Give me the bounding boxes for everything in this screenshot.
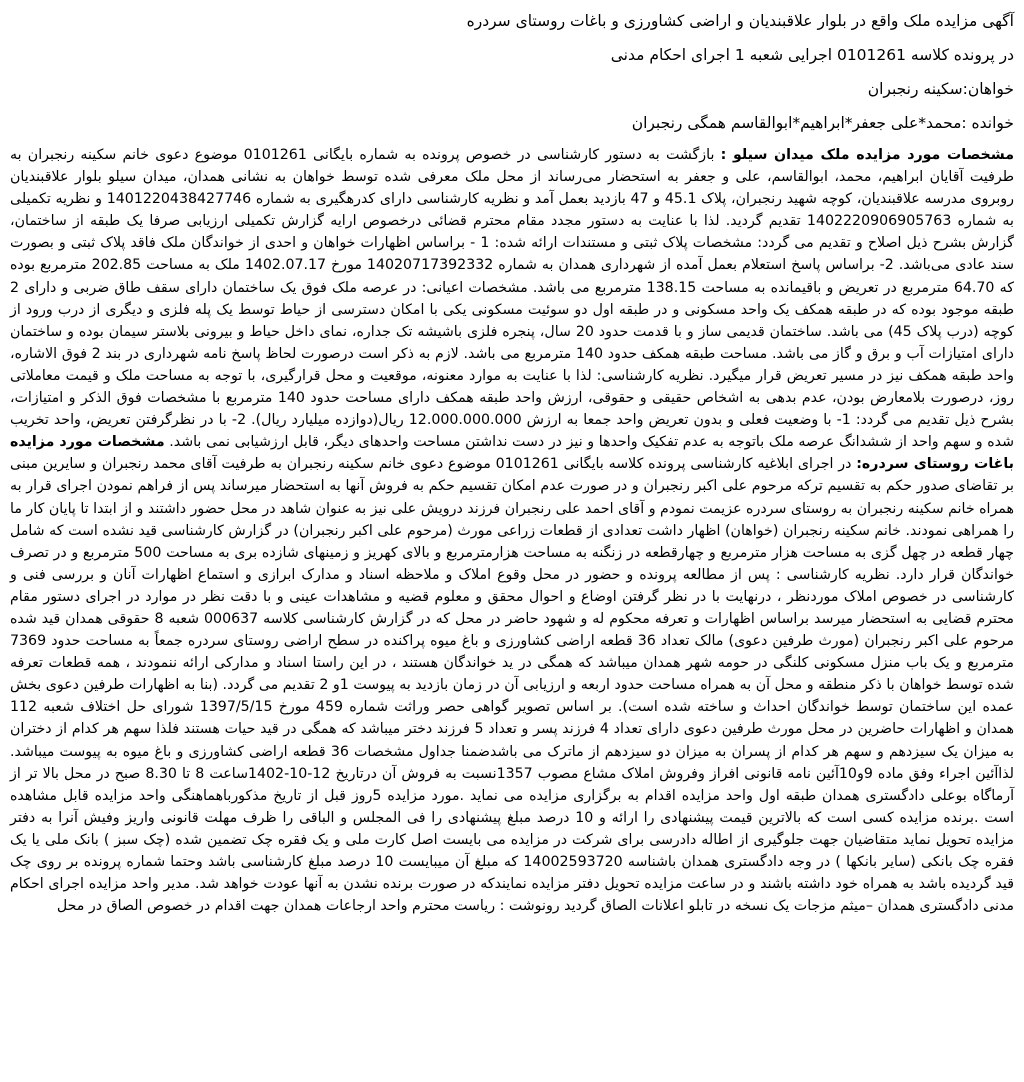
notice-body bbox=[10, 144, 1014, 917]
case-number-line: در پرونده کلاسه 0101261 اجرایی شعبه 1 اجرای احکام مدنی bbox=[610, 46, 1014, 64]
notice-title: آگهی مزایده ملک واقع در بلوار علاقبندیان و اراضی کشاورزی و باغات روستای سردره bbox=[466, 12, 1014, 30]
defendants-line: خوانده :محمد*علی جعفر*ابراهیم*ابوالقاسم همگی رنجبران bbox=[631, 114, 1014, 132]
heading-orchards-sardareh: مشخصات مورد مزایده باغات روستای سردره: bbox=[10, 434, 1014, 473]
paragraph-silo-square: بازگشت به دستور کارشناسی در خصوص پرونده به شماره بایگانی 0101261 موضوع دعوی خانم سکینه رنجبران به طرفیت آقایان ابراهیم، محمد، ابوالقاسم، علی و جعفر به استحضار می‌رساند از محل ملک معرفی شده توسط خواهان به نشانی همدان، میدان سیلو بلوار علاقبندیان روبروی مدرسه علاقبندیان، کوچه شهید رنجبران، پلاک 45.1 و 47 بازدید بعمل آمد و نظریه کارشناسی دارای کدرهگیری به شماره 140122043842774‌6 و نظریه تکمیلی به شماره 140222090690576‌3 تقدیم گردید. لذا با عنایت به دستور مجدد مقام محترم قضائی درخصوص ارایه گزارش تکمیلی ارزیابی صرفا یک طبقه از ساختمان، گزارش بشرح ذیل اصلاح و تقدیم می گردد: مشخصات پلاک ثبتی و مستندات ارائه شده: 1 - براساس اظهارات خواهان و احدی از خواندگان ملک فاقد پلاک ثبتی و بصورت سند عادی می‌باشد. 2- براساس پاسخ استعلام بعمل آمده از شهرداری همدان به شماره 14020717392332 مورخ 1402.07.17 ملک به مساحت 202.85 مترمربع بوده که 64.70 مترمربع در تعریض و باقیمانده به مساحت 138.15 مترمربع می باشد. مشخصات اعیانی: در عرصه ملک فوق یک ساختمان دارای سقف طاق ضربی و دارای 2 طبقه موجود بوده که در طبقه همکف یک واحد مسکونی و در طبقه اول دو سوئیت مسکونی یکی با امکان دسترسی از حیاط توسط یک پله فلزی و دیگری از درب ورود از کوچه (درب پلاک 45) می باشد. ساختمان قدیمی ساز و با قدمت حدود 20 سال، پنجره فلزی باشیشه تک جداره، نمای داخل حیاط و بیرونی بلاستر سیمان بوده و ساختمان دارای امتیازات آب و برق و گاز می باشد. مساحت طبقه همکف حدود 140 مترمربع می باشد. لازم به ذکر است درصورت لحاظ پاسخ نامه شهرداری در بند 2 فوق الاشاره، واحد طبقه همکف نیز در مسیر تعریض قرار میگیرد. نظریه کارشناسی: لذا با عنایت به موارد معنونه، موقعیت و محل قرارگیری، با توجه به مساحت ملک و قیمت معاملاتی روز، درصورت بلامعارض بودن، عدم بدهی به اشخاص حقیقی و حقوقی، ارزش واحد طبقه همکف دارای مساحت حدود 140 مترمربع با مشخصات فوق الذکر و امتیازات، بشرح ذیل تقدیم می گردد: 1- با وضعیت فعلی و بدون تعریض واحد جمعا به ارزش 12.000.000.000 ریال(دوازده میلیارد ریال). 2- با در نظرگرفتن تعریض، واحد تخریب شده و سهم واحد از ششدانگ عرصه ملک باتوجه به عدم تفکیک واحدها و نیز در دست نداشتن مساحت واحدهای دیگر، قابل ارزشیابی نمی باشد. bbox=[10, 147, 1015, 451]
plaintiff-line: خواهان:سکینه رنجبران bbox=[867, 80, 1014, 98]
heading-property-silo-square: مشخصات مورد مزایده ملک میدان سیلو : bbox=[720, 147, 1014, 163]
paragraph-orchards-sardareh: در اجرای ابلاغیه کارشناسی پرونده کلاسه بایگانی 0101261 موضوع دعوی خانم سکینه رنجبران به طرفیت آقای محمد رنجبران و سایرین مبنی بر تقاضای صدور حکم به تقسیم ترکه مرحوم علی اکبر رنجبران و در صورت عدم امکان تقسیم حکم به فروش آنها به استحضار میرساند پس از فراهم نمودن اجرای قرار به همراه خانم سکینه رنجبران به روستای سردره عزیمت نمودم و آقای احمد علی رنجبران فرزند درویش علی نیز به عنوان شاهد در محل حضور داشتند و از ابتدا تا پایان کار ما را همراهی نمودند. خانم سکینه رنجبران (خواهان) اظهار داشت تعدادی از قطعات زراعی مورث (مرحوم علی اکبر رنجبران) در گزارش کارشناسی قید نشده است که شامل چهار قطعه در چهل گزی به مساحت هزار مترمربع و چهارقطعه در زنگنه به مساحت هزارمترمربع و بالای کهریز و زمینهای شازده بری به مساحت 500 مترمربع و در تصرف خواندگان قرار دارد. نظریه کارشناسی : پس از مطالعه پرونده و حضور در محل وقوع املاک و ملاحظه اسناد و مدارک ابرازی و استماع اظهارات آنان و بررسی فنی و کارشناسی در خصوص املاک موردنظر ، درنهایت با در نظر گرفتن اوضاع و احوال محقق و معلوم قضیه و مشاهدات عینی و با دقت نظر در موارد در اجرای دستور مقام محترم قضایی به استحضار میرسد براساس اظهارات و تعرفه محکوم له و شهود حاضر در محل که در گزارش کارشناسی کلاسه 000637 شعبه 8 حقوقی همدان قید شده مرحوم علی اکبر رنجبران (مورث طرفین دعوی) مالک تعداد 36 قطعه اراضی کشاورزی و باغ میوه پراکنده در سطح اراضی روستای سردره جمعاً به مساحت حدود 7369 مترمربع و یک باب منزل مسکونی کلنگی در حومه شهر همدان میباشد که همگی در ید خواندگان هستند ، در این راستا اسناد و مدارکی ارائه ننمودند ، همه قطعات تعرفه شده توسط خواهان با ذکر منطقه و محل آن به همراه مساحت حدود اربعه و ارزیابی آن در زمان بازدید به پیوست 1و 2 تقدیم می گردد. (بنا به اظهارات طرفین دعوی بخش عمده این ساختمان توسط خواندگان احداث و ساخته شده است). بر اساس تصویر گواهی حصر وراثت شماره 459 مورخ 1397/5/15 شورای حل اختلاف شعبه 112 همدان و اظهارات حاضرین در محل مورث طرفین دعوی دارای تعداد 4 فرزند پسر و تعداد 5 فرزند دختر میباشد که همگی در قید حیات هستند فلذا سهم هر کدام از دختران به میزان یک سیزدهم و سهم هر کدام از پسران به میزان دو سیزدهم از ماترک می باشدضمنا جداول مشخصات 36 قطعه اراضی کشاورزی و باغ میوه به پیوست میباشد. لذاآئین اجراء وفق ماده 9و10آئین نامه قانونی افراز وفروش املاک مشاع مصوب 1357نسبت به فروش آن درتاریخ 12-10-1402ساعت 8 تا 8.30 صبح در محل بالا تر از آرماگاه بوعلی دادگستری همدان طبقه اول واحد مزایده اقدام به برگزاری مزایده می نماید .مورد مزایده 5روز قبل از تاریخ مذکورباهماهنگی واحد مزایده قابل مشاهده است .برنده مزایده کسی است که بالاترین قیمت پیشنهادی را ارائه و 10 درصد مبلغ پیشنهادی را فی المجلس و الباقی را ظرف مهلت قانونی واریز وفیش آنرا به دفتر مزایده تحویل نماید متقاضیان جهت جلوگیری از اطاله دادرسی برای شرکت در مزایده می بایست اصل کارت ملی و یک فقره چک تضمین شده (چک سبز ) بانک ملی یا یک فقره چک بانکی (سایر بانکها ) در وجه دادگستری همدان باشناسه 14002593720 که مبلغ آن میبایست 10 درصد مبلغ کارشناسی باشد وحتما شماره پرونده بر روی چک قید گردیده باشد به همراه خود داشته باشند و در ساعت مزایده تحویل دفتر مزایده نمایندکه در صورت برنده نشدن به آنها عودت خواهد شد. مدیر واحد مزایده اجرای احکام مدنی دادگستری همدان –میثم مزجات یک نسخه در تابلو اعلانات الصاق گردید رونوشت : ریاست محترم واحد ارجاعات همدان جهت اقدام در خصوص الصاق در محل bbox=[10, 456, 1015, 915]
